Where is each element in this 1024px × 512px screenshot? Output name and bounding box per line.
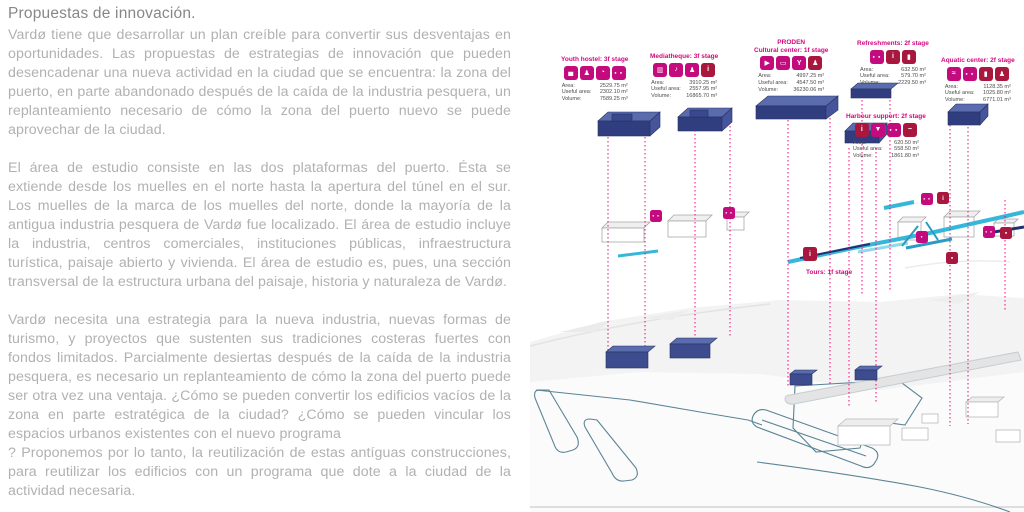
paragraph: ? Proponemos por lo tanto, la reutilización de estas antíguas construcciones, para reutilizar los edificios con un programa que dote a la ciudad de la actividad necesaria.: [8, 445, 511, 499]
row-label: Volume:: [852, 153, 873, 160]
callout-icons: [870, 50, 916, 64]
row-value: 4997.25 m²: [796, 73, 825, 79]
callout-data: [651, 80, 717, 101]
row-value: 7589.25 m³: [599, 96, 628, 103]
info-icon: i: [886, 50, 900, 64]
row-value: 6771.01 m³: [983, 97, 1011, 104]
row-label: Useful area:: [852, 146, 883, 153]
crane-icon: ▼: [871, 123, 885, 137]
dots-icon: ● ●: [963, 67, 977, 81]
music-icon: ♪: [669, 63, 683, 77]
row-label: Volume:: [758, 86, 779, 93]
row-label: Useful area:: [944, 90, 975, 97]
row-value: 1861.80 m³: [891, 153, 919, 160]
callout-data: [562, 83, 628, 104]
block-icon: ▪: [1000, 227, 1012, 239]
dots-icon: ● ●: [612, 66, 626, 80]
block-icon: ▪: [946, 252, 958, 264]
row-value: 2529.75 m²: [599, 82, 628, 89]
callout-icons: [760, 56, 822, 70]
callout-aquatic-center: [941, 57, 1015, 104]
callout-youth-hostel: [561, 56, 628, 103]
cultural-center-volume: [756, 96, 838, 119]
pointer-icon: ▶: [760, 56, 774, 70]
row-label: Area:: [758, 73, 772, 79]
aquatic-center-volume: [948, 104, 988, 125]
callout-icons: [653, 63, 715, 77]
callout-data: [945, 84, 1011, 105]
row-label: Volume:: [561, 96, 582, 103]
callout-data: [860, 67, 926, 88]
callout-icons: [947, 67, 1009, 81]
row-label: Area:: [859, 66, 874, 73]
bed-icon: ▄: [564, 66, 578, 80]
row-value: 3910.25 m²: [689, 79, 718, 86]
row-label: Useful area:: [758, 79, 788, 86]
row-label: Useful area:: [859, 73, 890, 80]
info-icon: i: [937, 192, 949, 204]
callout-title: Aquatic center: 2f stage: [941, 57, 1015, 64]
callout-cultural-center: [754, 39, 828, 94]
row-value: 620.50 m²: [894, 139, 919, 146]
dots-icon: ● ●: [983, 226, 995, 238]
paragraph: El área de estudio consiste en las dos plataformas del puerto. Ésta se extiende desde los muelles en el norte hasta la apertura del túnel en el sur. Los muelles de la marca de los muelles del norte, donde la mayoría de la antigua industria pesquera de Vardø fue localizado. El área de estudio incluye la industria, centros comerciales, instituciones públicas, infraestructura turística, paisaje abierto y vivienda. El área de estudio es, pues, una sección transversal de la estructura urbana del paisaje, historia y naturaleza de Vardø.: [8, 160, 511, 290]
minus-icon: −: [903, 123, 917, 137]
info-icon: i: [701, 63, 715, 77]
callout-title: Harbour support: 2f stage: [846, 113, 926, 120]
row-value: 36230.06 m³: [793, 86, 825, 93]
callout-data: [758, 73, 824, 94]
callout-supertitle: PRODEN: [777, 39, 806, 46]
callout-harbour-support: [846, 113, 926, 160]
paragraph: Vardø necesita una estrategia para la nueva industria, nuevas formas de turismo, y proyectos que sustenten sus tradiciones costeras fuertes con fondos limitados. Parcialmente desiertas después de la caída de la industria pesquera, es necesario un replanteamiento de cómo la zona del puerto puede ser otra vez una ventaja. ¿Cómo se pueden convertir los edificios vacíos de la zona en parte estratégica de la ciudad? ¿Cómo se pueden vincular los espacios urbanos existentes con el nuevo programa: [8, 312, 511, 442]
page-title: Propuestas de innovación.: [8, 5, 196, 22]
row-value: 2557.95 m²: [689, 86, 718, 93]
clock-icon: ◔: [596, 66, 610, 80]
drink-icon: Y: [792, 56, 806, 70]
block-icon: ▮: [902, 50, 916, 64]
callout-refreshments: [857, 40, 929, 87]
row-value: 579.70 m²: [901, 73, 926, 80]
dot-icon: ●: [916, 231, 928, 243]
row-label: Area:: [651, 79, 665, 86]
callout-icons: [564, 66, 626, 80]
row-label: Volume:: [859, 80, 880, 87]
row-value: 16865.70 m³: [686, 93, 718, 100]
dots-icon: ● ●: [723, 207, 735, 219]
row-label: Useful area:: [651, 86, 681, 93]
callout-data: [853, 140, 919, 161]
callout-title: Refreshments: 2f stage: [857, 40, 929, 47]
callout-title: Youth hostel: 3f stage: [561, 56, 629, 63]
row-label: Volume:: [944, 97, 965, 104]
block-icon: ▮: [979, 67, 993, 81]
dots-icon: ● ●: [870, 50, 884, 64]
dots-icon: ● ●: [650, 210, 662, 222]
paragraph: Vardø tiene que desarrollar un plan creíble para convertir sus desventajas en oportunidades. Las propuestas de estrategias de innovación que pueden desencadenar una nueva actividad en la ciudad que se encuentra: la zona del puerto, en parte abandonado después de la caída de la industria pesquera, un replanteamiento necesario de cómo la zona del puerto nuevo se puede aprovechar de la ciudad.: [8, 27, 511, 138]
dots-icon: ● ●: [921, 193, 933, 205]
row-label: Area:: [944, 83, 958, 90]
row-value: 4547.50 m²: [796, 79, 825, 86]
row-value: 632.50 m²: [901, 66, 926, 73]
person-icon: ♟: [995, 67, 1009, 81]
info-icon: i: [855, 123, 869, 137]
person-icon: ♟: [580, 66, 594, 80]
callout-icons: [855, 123, 917, 137]
row-label: Useful area:: [561, 89, 592, 96]
person-icon: ♟: [808, 56, 822, 70]
row-label: Area:: [852, 139, 867, 146]
row-value: 558.50 m²: [894, 146, 919, 153]
row-label: Area:: [561, 82, 575, 89]
callout-mediatheque: [650, 53, 718, 100]
row-value: 1128.35 m²: [983, 83, 1011, 90]
row-label: Volume:: [651, 93, 671, 100]
row-value: 2302.10 m²: [599, 89, 628, 96]
stage-icon: ▭: [776, 56, 790, 70]
callout-title: Mediatheque: 3f stage: [650, 53, 719, 60]
screen-icon: ▥: [653, 63, 667, 77]
row-value: 1025.80 m²: [983, 90, 1011, 97]
wave-icon: ≈: [947, 67, 961, 81]
callout-title: Cultural center: 1f stage: [754, 46, 829, 54]
mediatheque-volume: [678, 108, 732, 131]
youth-hostel-volume: [598, 112, 660, 136]
dots-icon: ● ●: [887, 123, 901, 137]
tours-label: Tours: 1f stage: [806, 269, 853, 276]
row-value: 2229.50 m³: [898, 80, 926, 87]
info-icon: i: [803, 247, 817, 261]
person-icon: ♟: [685, 63, 699, 77]
